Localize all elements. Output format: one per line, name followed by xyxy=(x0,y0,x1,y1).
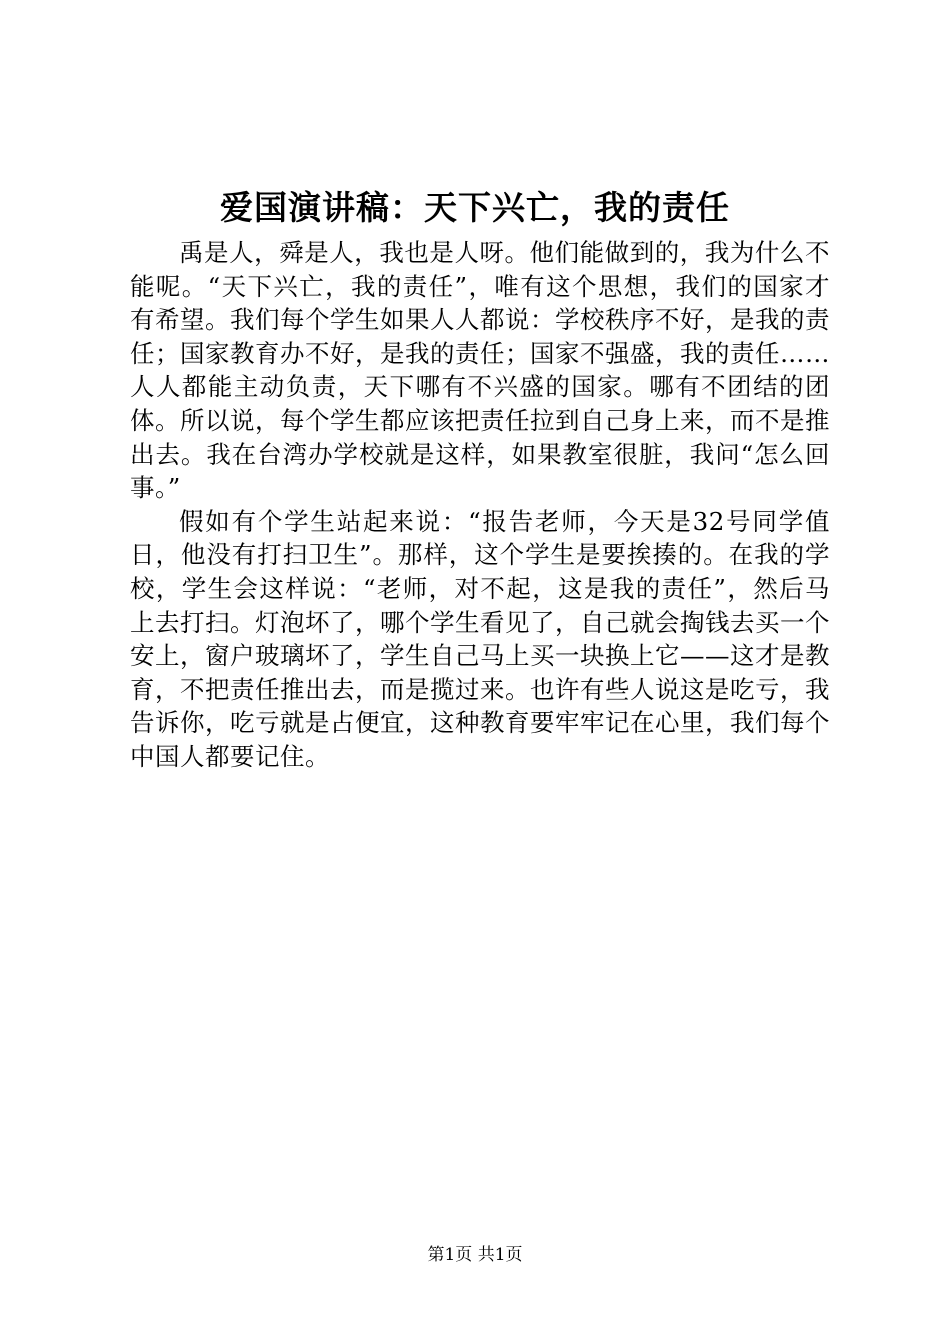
page-footer: 第1页 共1页 xyxy=(427,1245,523,1265)
paragraph: 禹是人，舜是人，我也是人呀。他们能做到的，我为什么不能呢。“天下兴亡，我的责任”，唯有这个思想，我们的国家才有希望。我们每个学生如果人人都说：学校秩序不好，是我的责任；国家教育办不好，是我的责任；国家不强盛，我的责任……人人都能主动负责，天下哪有不兴盛的国家。哪有不团结的团体。所以说，每个学生都应该把责任拉到自己身上来，而不是推出去。我在台湾办学校就是这样，如果教室很脏，我问“怎么回事。” xyxy=(130,238,830,503)
document-title: 爱国演讲稿：天下兴亡，我的责任 xyxy=(220,188,730,227)
document-body xyxy=(130,236,830,774)
paragraph: 假如有个学生站起来说：“报告老师，今天是32号同学值日，他没有打扫卫生”。那样，这个学生是要挨揍的。在我的学校，学生会这样说：“老师，对不起，这是我的责任”，然后马上去打扫。灯泡坏了，哪个学生看见了，自己就会掏钱去买一个安上，窗户玻璃坏了，学生自己马上买一块换上它——这才是教育，不把责任推出去，而是揽过来。也许有些人说这是吃亏，我告诉你，吃亏就是占便宜，这种教育要牢牢记在心里，我们每个中国人都要记住。 xyxy=(130,506,830,771)
